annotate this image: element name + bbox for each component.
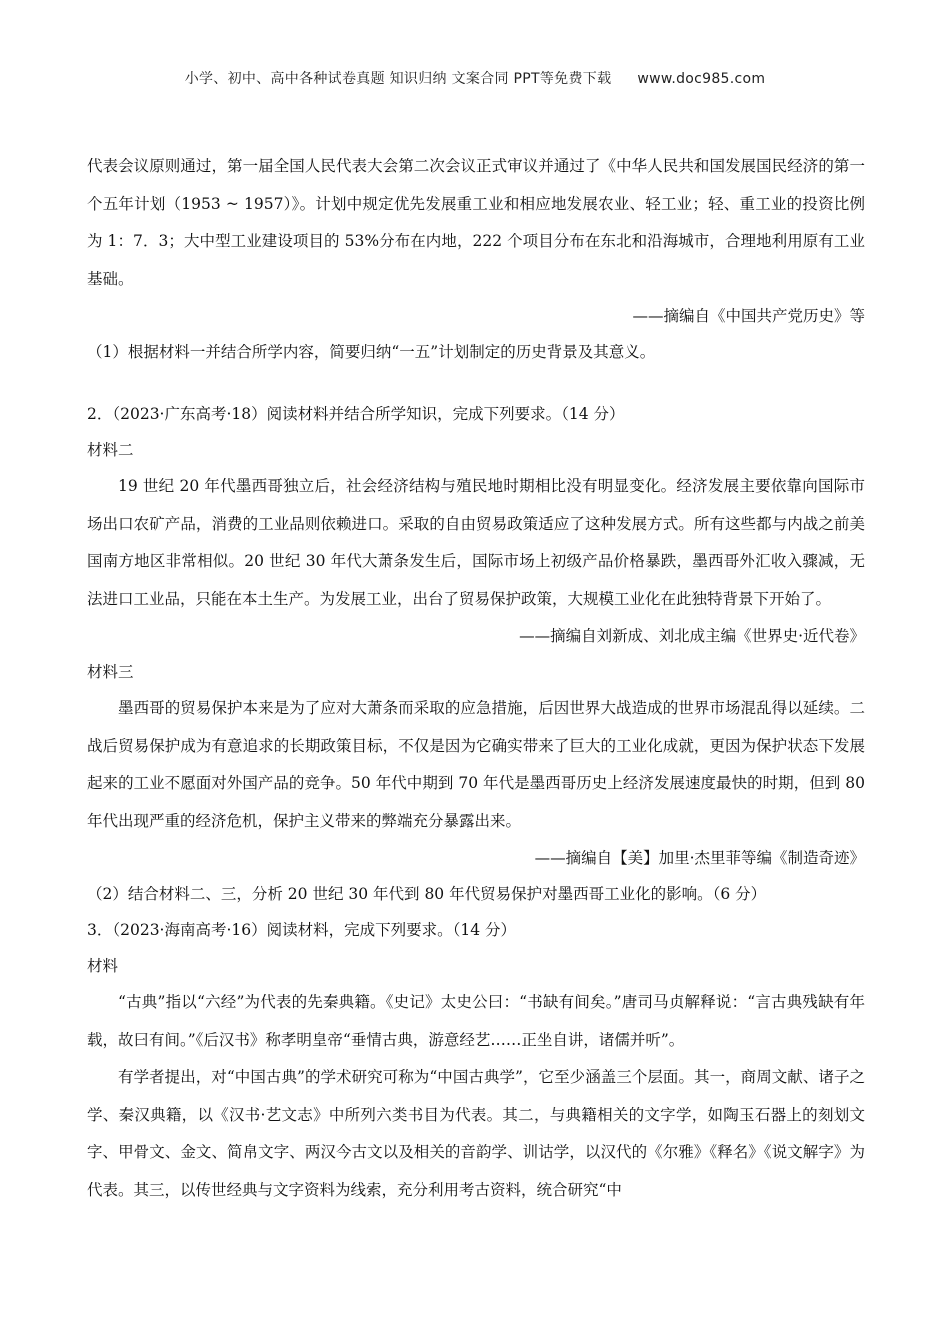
- header-site-link[interactable]: www.doc985.com: [637, 71, 766, 87]
- q3-paragraph-1: “古典”指以“六经”为代表的先秦典籍。《史记》太史公曰：“书缺有间矣。”唐司马贞解释说：“言古典残缺有年载，故曰有间。”《后汉书》称孝明皇帝“垂情古典，游意经艺……正坐自讲，诸儒并听”。: [87, 993, 865, 1049]
- question-2-section: [87, 396, 865, 912]
- page-header: [0, 68, 950, 88]
- q2-material3-label: 材料三: [87, 663, 134, 681]
- header-text: 小学、初中、高中各种试卷真题 知识归纳 文案合同 PPT等免费下载: [184, 71, 612, 87]
- q3-material-label: 材料: [87, 957, 119, 975]
- document-body: [87, 148, 865, 1209]
- q2-heading: 2．（2023·广东高考·18）阅读材料并结合所学知识，完成下列要求。（14 分）: [87, 405, 625, 423]
- q3-heading: 3．（2023·海南高考·16）阅读材料，完成下列要求。（14 分）: [87, 921, 517, 939]
- q1-source: ——摘编自《中国共产党历史》等: [632, 307, 865, 325]
- q1-material-text: 代表会议原则通过，第一届全国人民代表大会第二次会议正式审议并通过了《中华人民共和国发展国民经济的第一个五年计划（1953 ~ 1957）》。计划中规定优先发展重工业和相应地发展农业、轻工业；轻、重工业的投资比例为 1：7．3；大中型工业建设项目的 53%分布在内地，222 个项目分布在东北和沿海城市，合理地利用原有工业基础。: [87, 157, 865, 288]
- q3-paragraph-2: 有学者提出，对“中国古典”的学术研究可称为“中国古典学”，它至少涵盖三个层面。其一，商周文献、诸子之学、秦汉典籍，以《汉书·艺文志》中所列六类书目为代表。其二，与典籍相关的文字学，如陶玉石器上的刻划文字、甲骨文、金文、简帛文字、两汉今古文以及相关的音韵学、训诂学，以汉代的《尔雅》《释名》《说文解字》为代表。其三，以传世经典与文字资料为线索，充分利用考古资料，统合研究“中: [87, 1068, 865, 1199]
- question-1-section: [87, 148, 865, 370]
- q2-material3-source: ——摘编自【美】加里·杰里菲等编《制造奇迹》: [534, 849, 865, 867]
- q2-question: （2）结合材料二、三，分析 20 世纪 30 年代到 80 年代贸易保护对墨西哥工业化的影响。（6 分）: [87, 885, 767, 903]
- q2-material2-source: ——摘编自刘新成、刘北成主编《世界史·近代卷》: [519, 627, 865, 645]
- q2-material3-text: 墨西哥的贸易保护本来是为了应对大萧条而采取的应急措施，后因世界大战造成的世界市场混乱得以延续。二战后贸易保护成为有意追求的长期政策目标，不仅是因为它确实带来了巨大的工业化成就，更因为保护状态下发展起来的工业不愿面对外国产品的竞争。50 年代中期到 70 年代是墨西哥历史上经济发展速度最快的时期，但到 80 年代出现严重的经济危机，保护主义带来的弊端充分暴露出来。: [87, 699, 865, 830]
- q2-material2-label: 材料二: [87, 441, 134, 459]
- question-3-section: [87, 912, 865, 1209]
- q1-question: （1）根据材料一并结合所学内容，简要归纳“一五”计划制定的历史背景及其意义。: [87, 343, 656, 361]
- q2-material2-text: 19 世纪 20 年代墨西哥独立后，社会经济结构与殖民地时期相比没有明显变化。经济发展主要依靠向国际市场出口农矿产品，消费的工业品则依赖进口。采取的自由贸易政策适应了这种发展方式。所有这些都与内战之前美国南方地区非常相似。20 世纪 30 年代大萧条发生后，国际市场上初级产品价格暴跌，墨西哥外汇收入骤减，无法进口工业品，只能在本土生产。为发展工业，出台了贸易保护政策，大规模工业化在此独特背景下开始了。: [87, 477, 865, 608]
